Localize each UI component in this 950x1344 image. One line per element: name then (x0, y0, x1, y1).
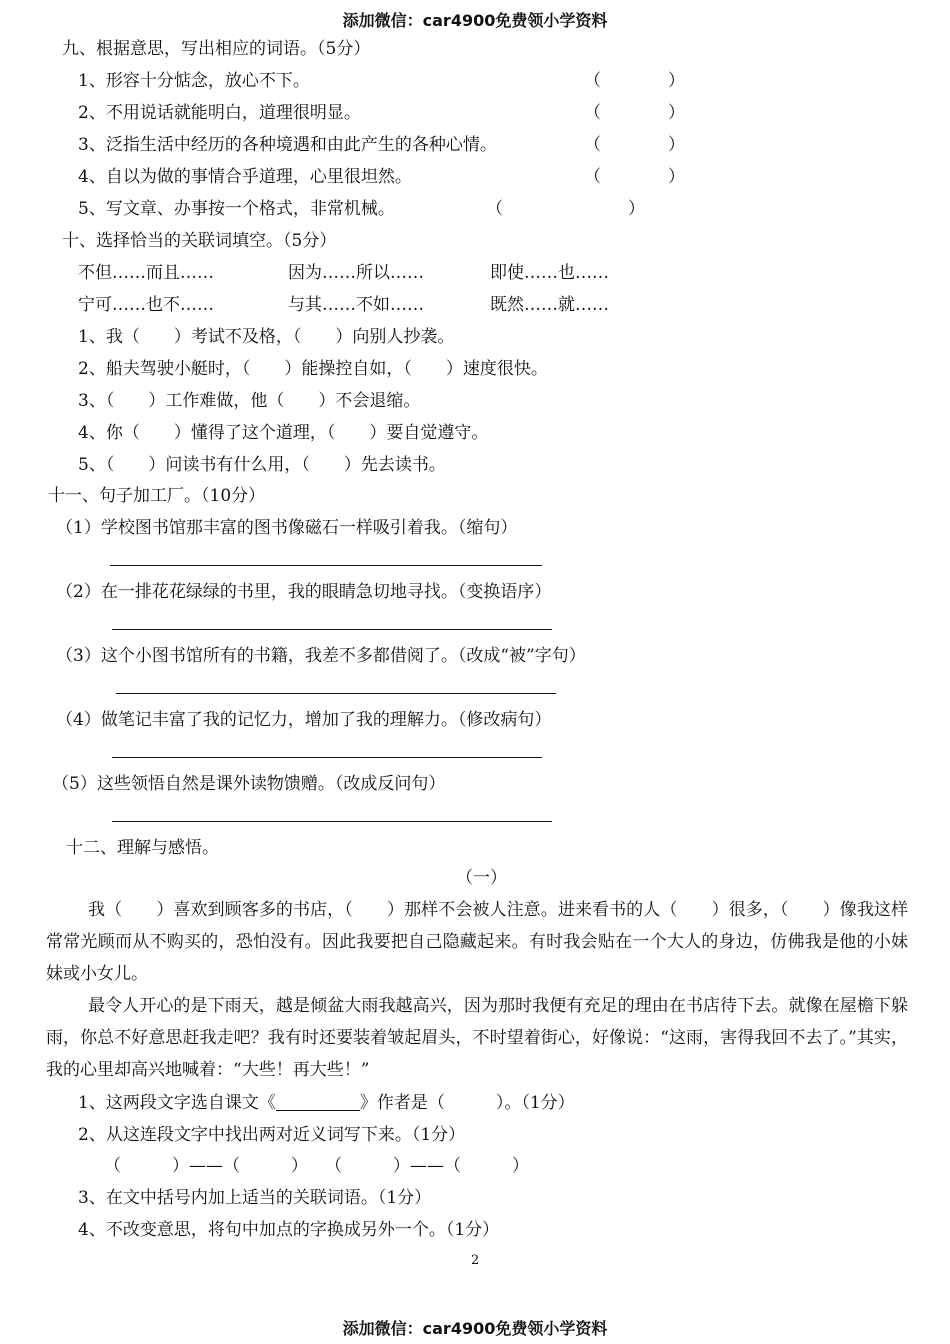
section-12-title: 十二、理解与感悟。 (66, 838, 219, 858)
s9-answer-open-4: （ (584, 167, 601, 187)
section-10-title: 十、选择恰当的关联词填空。（5分） (62, 231, 337, 251)
title-blank (276, 1092, 360, 1111)
s11-item-4: （4）做笔记丰富了我的记忆力，增加了我的理解力。（修改病句） (56, 710, 552, 730)
s10-item-1: 1、我（ ）考试不及格，（ ）向别人抄袭。 (78, 327, 455, 347)
conj-word-5: 与其……不如…… (288, 295, 424, 315)
passage-paragraph-2: 最令人开心的是下雨天，越是倾盆大雨我越高兴，因为那时我便有充足的理由在书店待下去。就像在屋檐下躲雨，你总不好意思赶我走吧？我有时还要装着皱起眉头，不时望着街心，好像说：“这雨，害得我回不去了。”其实，我的心里却高兴地喊着：“大些！再大些！” (46, 996, 908, 1080)
s9-answer-close-5: ） (628, 199, 645, 219)
s9-item-4: 4、自以为做的事情合乎道理，心里很坦然。 (78, 167, 412, 187)
s9-answer-open-5: （ (486, 199, 503, 219)
conj-word-1: 不但……而且…… (78, 263, 214, 283)
conj-word-6: 既然……就…… (490, 295, 609, 315)
s9-answer-close-1: ） (668, 71, 685, 91)
section-11-title: 十一、句子加工厂。（10分） (48, 486, 266, 506)
s9-answer-open-1: （ (584, 71, 601, 91)
s12-question-4: 4、不改变意思，将句中加点的字换成另外一个。（1分） (78, 1220, 500, 1240)
s11-item-3: （3）这个小图书馆所有的书籍，我差不多都借阅了。（改成“被”字句） (56, 646, 586, 666)
s12-q1-prefix: 1、这两段文字选自课文《 (78, 1093, 276, 1113)
section-9-title: 九、根据意思，写出相应的词语。（5分） (62, 39, 371, 59)
passage-subtitle: （一） (456, 868, 507, 888)
s12-question-2: 2、从这连段文字中找出两对近义词写下来。（1分） (78, 1125, 466, 1145)
s12-question-1 (78, 1092, 575, 1114)
answer-line-5 (112, 821, 552, 822)
answer-line-4 (112, 757, 542, 758)
s10-item-3: 3、（ ）工作难做，他（ ）不会退缩。 (78, 391, 421, 411)
s9-answer-close-2: ） (668, 103, 685, 123)
s9-answer-open-2: （ (584, 103, 601, 123)
watermark-bottom: 添加微信：car4900免费领小学资料 (342, 1319, 608, 1338)
s11-item-5: （5）这些领悟自然是课外读物馈赠。（改成反问句） (52, 774, 446, 794)
conj-word-2: 因为……所以…… (288, 263, 424, 283)
answer-line-3 (116, 693, 556, 694)
s9-item-1: 1、形容十分惦念，放心不下。 (78, 71, 310, 91)
watermark-top: 添加微信：car4900免费领小学资料 (342, 11, 608, 30)
s10-item-5: 5、（ ）问读书有什么用，（ ）先去读书。 (78, 455, 446, 475)
page-number: 2 (471, 1253, 480, 1268)
synonym-pairs: （ ）——（ ） （ ）——（ ） (104, 1156, 529, 1176)
answer-line-2 (112, 629, 552, 630)
passage-paragraph-1: 我（ ）喜欢到顾客多的书店，（ ）那样不会被人注意。进来看书的人（ ）很多，（ ）像我这样常常光顾而从不购买的，恐怕没有。因此我要把自己隐藏起来。有时我会贴在一个大人的身边，仿佛我是他的小妹妹或小女儿。 (46, 900, 908, 984)
s12-question-3: 3、在文中括号内加上适当的关联词语。（1分） (78, 1188, 432, 1208)
s9-answer-open-3: （ (584, 135, 601, 155)
s11-item-1: （1）学校图书馆那丰富的图书像磁石一样吸引着我。（缩句） (56, 518, 518, 538)
conj-word-4: 宁可……也不…… (78, 295, 214, 315)
s9-item-5: 5、写文章、办事按一个格式，非常机械。 (78, 199, 395, 219)
s9-answer-close-3: ） (668, 135, 685, 155)
s12-q1-suffix: 》作者是（ ）。（1分） (359, 1093, 575, 1113)
s9-item-2: 2、不用说话就能明白，道理很明显。 (78, 103, 361, 123)
s9-answer-close-4: ） (668, 167, 685, 187)
s11-item-2: （2）在一排花花绿绿的书里，我的眼睛急切地寻找。（变换语序） (56, 582, 552, 602)
conj-word-3: 即使……也…… (490, 263, 609, 283)
s10-item-4: 4、你（ ）懂得了这个道理，（ ）要自觉遵守。 (78, 423, 489, 443)
answer-line-1 (110, 565, 542, 566)
s9-item-3: 3、泛指生活中经历的各种境遇和由此产生的各种心情。 (78, 135, 497, 155)
s10-item-2: 2、船夫驾驶小艇时，（ ）能操控自如，（ ）速度很快。 (78, 359, 548, 379)
